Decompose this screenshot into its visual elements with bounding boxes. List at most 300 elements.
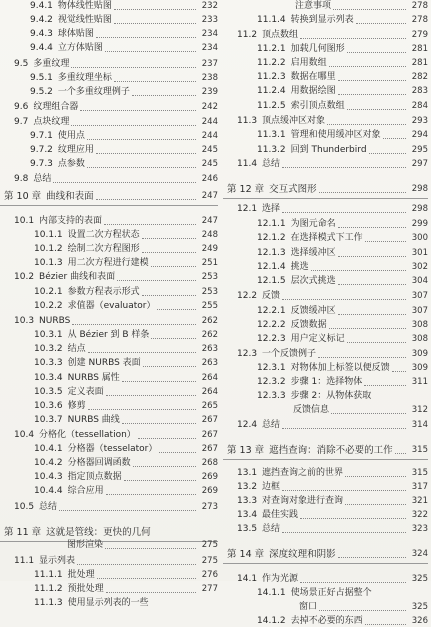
- page-number: 321: [411, 496, 428, 506]
- entry-title: 用二次方程进行建模: [67, 258, 149, 268]
- page-number: 234: [201, 43, 218, 53]
- page-number: 311: [411, 377, 428, 387]
- page-number: 239: [201, 87, 218, 97]
- page-number: 309: [411, 349, 428, 359]
- dot-leader: [88, 344, 196, 353]
- entry-title: 遮挡查询：消除不必要的工作: [269, 445, 393, 456]
- dot-leader: [106, 387, 196, 396]
- dot-leader: [282, 291, 406, 300]
- entry-title: 反馈: [262, 291, 281, 301]
- toc-entry: [14, 314, 218, 327]
- entry-title: 这就是管线：更快的几何: [46, 527, 151, 538]
- section-number: 10.3.4: [34, 373, 63, 383]
- entry-title: 数据在哪里: [290, 72, 336, 82]
- entry-title: 用户定义标记: [290, 334, 345, 344]
- toc-entry: [14, 214, 218, 227]
- entry-title: 求值器（evaluator）: [67, 301, 156, 311]
- toc-entry: [34, 442, 218, 455]
- section-number: 11.2.4: [257, 86, 286, 96]
- dot-leader: [97, 570, 196, 579]
- entry-title: 顶点缓冲区对象: [262, 116, 326, 126]
- entry-title: 曲线和表面: [46, 191, 94, 202]
- toc-entry: [67, 538, 218, 551]
- dot-leader: [117, 272, 196, 281]
- dot-leader: [124, 472, 196, 481]
- entry-title: 视觉线性贴图: [57, 15, 112, 25]
- chapter-number: 第 14 章: [227, 549, 265, 560]
- entry-title: 交互式图形: [269, 184, 317, 195]
- dot-leader: [369, 145, 406, 154]
- toc-entry: [237, 572, 428, 585]
- dot-leader: [282, 420, 406, 429]
- page-number: 248: [201, 230, 218, 240]
- chapter-underline: [223, 459, 428, 460]
- toc-entry: [14, 115, 218, 128]
- toc-entry: [14, 500, 218, 513]
- entry-title: 加载几何图形: [290, 44, 345, 54]
- page-number: 317: [411, 482, 428, 492]
- section-number: 11.2.2: [257, 58, 286, 68]
- section-number: 13.2: [237, 482, 258, 492]
- entry-title: 分格化（tessellation）: [39, 430, 136, 440]
- toc-entry: [257, 361, 428, 374]
- entry-title: 图形渲染: [67, 540, 104, 550]
- page-number: 242: [201, 102, 218, 112]
- section-number: 11.3: [237, 116, 258, 126]
- page-number: 255: [201, 301, 218, 311]
- dot-leader: [319, 184, 406, 193]
- dot-leader: [80, 102, 196, 111]
- page-number: 262: [201, 316, 218, 326]
- dot-leader: [365, 616, 406, 625]
- section-number: 11.2.1: [257, 44, 286, 54]
- dot-leader: [142, 287, 196, 296]
- dot-leader: [347, 334, 406, 343]
- dot-leader: [356, 15, 406, 24]
- toc-entry: [34, 456, 218, 469]
- dot-leader: [318, 349, 406, 358]
- toc-entry: [237, 28, 428, 41]
- dot-leader: [347, 44, 406, 53]
- toc-entry: [257, 318, 428, 331]
- toc-entry: [30, 41, 218, 54]
- chapter-underline: [223, 198, 428, 199]
- entry-title: 创建 NURBS 表面: [67, 358, 141, 368]
- entry-title: 分格器回调函数: [67, 458, 131, 468]
- section-number: 12.1.1: [257, 219, 286, 229]
- section-number: 9.4.3: [30, 29, 53, 39]
- entry-title: 反馈数据: [290, 320, 327, 330]
- section-number: 9.4.1: [30, 1, 53, 11]
- dot-leader: [143, 358, 196, 367]
- toc-entry: [295, 0, 428, 12]
- section-number: 10.4.4: [34, 486, 63, 496]
- toc-entry: [237, 466, 428, 479]
- page-number: 309: [411, 363, 428, 373]
- dot-leader: [338, 306, 406, 315]
- section-number: 10.4.2: [34, 458, 63, 468]
- entry-title: 一个多重纹理例子: [57, 87, 130, 97]
- entry-title: 边框: [262, 482, 281, 492]
- entry-title: 去掉不必要的东西: [290, 616, 363, 626]
- section-number: 12.3.2: [257, 377, 286, 387]
- toc-entry: [237, 114, 428, 127]
- toc-entry: [34, 285, 218, 298]
- dot-leader: [338, 276, 406, 285]
- entry-title: 对查询对象进行查询: [262, 496, 344, 506]
- section-number: 11.1: [14, 556, 35, 566]
- entry-title: 步骤 2：从物体获取: [290, 391, 372, 401]
- toc-entry: [237, 508, 428, 521]
- toc-entry: [34, 399, 218, 412]
- toc-entry: [34, 371, 218, 384]
- section-number: 12.2.3: [257, 334, 286, 344]
- toc-entry: [257, 143, 428, 156]
- page-number: 264: [201, 373, 218, 383]
- toc-entry: [30, 0, 218, 12]
- dot-leader: [345, 496, 406, 505]
- page-number: 234: [201, 29, 218, 39]
- section-number: 13.4: [237, 510, 258, 520]
- page-number: 307: [411, 291, 428, 301]
- section-number: 10.2.1: [34, 287, 63, 297]
- dot-leader: [151, 258, 196, 267]
- toc-entry: [34, 342, 218, 355]
- toc-entry: [34, 356, 218, 369]
- section-number: 10.3.6: [34, 401, 63, 411]
- toc-entry: [257, 274, 428, 287]
- toc-chapter-entry: [227, 182, 428, 195]
- toc-entry: [257, 231, 428, 244]
- dot-leader: [87, 159, 196, 168]
- page-number: 295: [411, 145, 428, 155]
- page-number: 245: [201, 159, 218, 169]
- section-number: 11.1.3: [34, 598, 63, 608]
- page-number: 281: [411, 58, 428, 68]
- page-number: 323: [411, 524, 428, 534]
- entry-title: 预批处理: [67, 584, 104, 594]
- entry-title: 总结: [262, 524, 281, 534]
- dot-leader: [72, 316, 196, 325]
- page-number: 267: [201, 415, 218, 425]
- section-number: 11.1.2: [34, 584, 63, 594]
- toc-entry: [257, 56, 428, 69]
- toc-entry: [14, 172, 218, 185]
- page-number: 244: [201, 117, 218, 127]
- toc-entry: [257, 586, 428, 599]
- entry-title: 定义表面: [67, 387, 104, 397]
- dot-leader: [300, 30, 406, 39]
- page-number: 249: [201, 244, 218, 254]
- entry-title: 一个反馈例子: [262, 349, 317, 359]
- entry-title: 内部支持的表面: [39, 216, 103, 226]
- page-number: 293: [411, 116, 428, 126]
- toc-entry: [14, 428, 218, 441]
- toc-entry: [14, 270, 218, 283]
- dot-leader: [71, 117, 196, 126]
- entry-title: 反馈信息: [293, 405, 330, 415]
- toc-entry: [34, 328, 218, 341]
- dot-leader: [282, 482, 406, 491]
- page-number: 265: [201, 401, 218, 411]
- section-number: 9.5: [14, 59, 29, 69]
- page-number: 279: [411, 30, 428, 40]
- section-number: 10.1.2: [34, 244, 63, 254]
- dot-leader: [122, 373, 196, 382]
- page-number: 269: [201, 472, 218, 482]
- chapter-number: 第 10 章: [4, 191, 42, 202]
- page-number: 267: [201, 430, 218, 440]
- section-number: 9.4.4: [30, 43, 53, 53]
- toc-entry: [30, 157, 218, 170]
- entry-title: 为图元命名: [290, 219, 336, 229]
- toc-entry: [257, 13, 428, 26]
- entry-title: NURBS: [39, 316, 71, 326]
- toc-entry: [237, 157, 428, 170]
- toc-entry: [237, 480, 428, 493]
- dot-leader: [96, 191, 196, 200]
- entry-title: 显示列表: [39, 556, 76, 566]
- section-number: 10.1.1: [34, 230, 63, 240]
- entry-title: 深度纹理和阴影: [269, 549, 336, 560]
- entry-title: 反馈缓冲区: [290, 306, 336, 316]
- dot-leader: [365, 233, 406, 242]
- dot-leader: [347, 101, 406, 110]
- page-number: 263: [201, 344, 218, 354]
- toc-entry: [34, 484, 218, 497]
- section-number: 10.1: [14, 216, 35, 226]
- chapter-underline: [223, 563, 428, 564]
- section-number: 12.3.3: [257, 391, 286, 401]
- chapter-underline: [0, 205, 218, 206]
- entry-title: 遮挡查询之前的世界: [262, 468, 344, 478]
- page-number: 294: [411, 130, 428, 140]
- toc-entry: [30, 13, 218, 26]
- page-number: 304: [411, 276, 428, 286]
- section-number: 12.1: [237, 204, 258, 214]
- toc-entry: [30, 71, 218, 84]
- entry-title: 层次式挑选: [290, 276, 336, 286]
- page-number: 322: [411, 510, 428, 520]
- section-number: 9.7: [14, 117, 29, 127]
- entry-title: 总结: [262, 420, 281, 430]
- entry-title: 设置二次方程状态: [67, 230, 140, 240]
- section-number: 10.3.3: [34, 358, 63, 368]
- dot-leader: [282, 524, 406, 533]
- toc-entry: [257, 375, 428, 388]
- dot-leader: [114, 15, 196, 24]
- chapter-number: 第 13 章: [227, 445, 265, 456]
- dot-leader: [77, 556, 196, 565]
- toc-entry: [30, 27, 218, 40]
- entry-title: 启用数组: [290, 58, 327, 68]
- toc-entry: [237, 522, 428, 535]
- dot-leader: [338, 549, 406, 558]
- toc-entry: [34, 582, 218, 595]
- toc-chapter-entry: [4, 189, 218, 202]
- page-number: 263: [201, 358, 218, 368]
- section-number: 12.1.5: [257, 276, 286, 286]
- section-number: 12.3: [237, 349, 258, 359]
- entry-title: 点参数: [57, 159, 85, 169]
- dot-leader: [106, 486, 196, 495]
- page-number: 283: [411, 86, 428, 96]
- toc-entry: [257, 389, 428, 402]
- page-number: 275: [201, 556, 218, 566]
- section-number: 13.3: [237, 496, 258, 506]
- toc-entry: [257, 260, 428, 273]
- page-number: 278: [411, 15, 428, 25]
- chapter-number: 第 11 章: [4, 527, 42, 538]
- dot-leader: [151, 330, 196, 339]
- dot-leader: [59, 502, 196, 511]
- toc-entry: [14, 100, 218, 113]
- section-number: 12.1.2: [257, 233, 286, 243]
- dot-leader: [282, 159, 406, 168]
- entry-title: 绘制二次方程图形: [67, 244, 140, 254]
- page-number: 302: [411, 262, 428, 272]
- section-number: 10.3: [14, 316, 35, 326]
- entry-title: 在选择模式下工作: [290, 233, 363, 243]
- entry-title: 步骤 1：选择物体: [290, 377, 363, 387]
- dot-leader: [383, 130, 406, 139]
- dot-leader: [96, 145, 196, 154]
- toc-chapter-entry: [227, 547, 428, 560]
- dot-leader: [329, 58, 406, 67]
- section-number: 10.2.2: [34, 301, 63, 311]
- entry-title: 多重纹理: [33, 59, 70, 69]
- section-number: 14.1: [237, 574, 258, 584]
- page-number: 308: [411, 334, 428, 344]
- toc-entry: [257, 70, 428, 83]
- section-number: 11.4: [237, 159, 258, 169]
- entry-title: 窗口: [299, 602, 318, 612]
- entry-title: 综合应用: [67, 486, 104, 496]
- page-number: 284: [411, 101, 428, 111]
- entry-title: 分格器（tesselator）: [67, 444, 158, 454]
- entry-title: Bézier 曲线和表面: [39, 272, 116, 282]
- section-number: 9.7.3: [30, 159, 53, 169]
- entry-title: 物体线性贴图: [57, 1, 112, 11]
- page-number: 253: [201, 287, 218, 297]
- section-number: 9.7.1: [30, 131, 53, 141]
- dot-leader: [71, 59, 196, 68]
- toc-entry: [34, 470, 218, 483]
- section-number: 11.2.5: [257, 101, 286, 111]
- toc-chapter-entry: [227, 443, 428, 456]
- entry-title: 纹理组合器: [33, 102, 79, 112]
- toc-entry: [34, 256, 218, 269]
- section-number: 9.8: [14, 174, 29, 184]
- entry-title: 球体贴图: [57, 29, 94, 39]
- dot-leader: [392, 363, 406, 372]
- page-number: 278: [411, 1, 428, 11]
- toc-entry: [299, 600, 428, 613]
- page-number: 232: [201, 1, 218, 11]
- section-number: 13.5: [237, 524, 258, 534]
- entry-title: 最佳实践: [262, 510, 299, 520]
- entry-title: 结点: [67, 344, 86, 354]
- toc-entry: [34, 596, 218, 609]
- section-number: 11.2.3: [257, 72, 286, 82]
- section-number: 9.4.2: [30, 15, 53, 25]
- entry-title: 总结: [262, 159, 281, 169]
- toc-entry: [237, 289, 428, 302]
- dot-leader: [345, 468, 406, 477]
- page-number: 298: [411, 204, 428, 214]
- page-number: 251: [201, 258, 218, 268]
- toc-entry: [257, 84, 428, 97]
- dot-leader: [300, 510, 406, 519]
- section-number: 9.5.1: [30, 73, 53, 83]
- toc-entry: [14, 554, 218, 567]
- dot-leader: [132, 87, 196, 96]
- section-number: 10.3.5: [34, 387, 63, 397]
- dot-leader: [142, 230, 196, 239]
- dot-leader: [157, 301, 196, 310]
- section-number: 10.3.2: [34, 344, 63, 354]
- section-number: 10.4.1: [34, 444, 63, 454]
- toc-entry: [34, 385, 218, 398]
- page-number: 300: [411, 233, 428, 243]
- page-number: 298: [411, 184, 428, 194]
- toc-entry: [237, 202, 428, 215]
- section-number: 14.1.2: [257, 616, 286, 626]
- entry-title: 使场景正好占据整个: [290, 588, 372, 598]
- entry-title: 索引顶点数组: [290, 101, 345, 111]
- toc-entry: [30, 85, 218, 98]
- page-number: 237: [201, 59, 218, 69]
- section-number: 11.3.1: [257, 130, 286, 140]
- entry-title: 使用显示列表的一些: [67, 598, 149, 608]
- page-number: 267: [201, 444, 218, 454]
- dot-leader: [96, 29, 196, 38]
- section-number: 11.1.1: [34, 570, 63, 580]
- entry-title: 立方体贴图: [57, 43, 103, 53]
- dot-leader: [105, 540, 196, 549]
- entry-title: 转换到显示列表: [290, 15, 354, 25]
- toc-entry: [293, 403, 428, 416]
- entry-title: 选择缓冲区: [290, 248, 336, 258]
- page-number: 246: [201, 174, 218, 184]
- page-number: 282: [411, 72, 428, 82]
- page-number: 253: [201, 272, 218, 282]
- entry-title: 对物体加上标签以便反馈: [290, 363, 390, 373]
- section-number: 14.1.1: [257, 588, 286, 598]
- toc-entry: [14, 57, 218, 70]
- dot-leader: [327, 116, 406, 125]
- section-number: 9.5.2: [30, 87, 53, 97]
- section-number: 10.1.3: [34, 258, 63, 268]
- page-number: 281: [411, 44, 428, 54]
- section-number: 12.1.3: [257, 248, 286, 258]
- page-number: 268: [201, 458, 218, 468]
- toc-entry: [257, 99, 428, 112]
- entry-title: 注意事项: [295, 1, 332, 11]
- dot-leader: [105, 43, 196, 52]
- dot-leader: [311, 262, 406, 271]
- entry-title: 批处理: [67, 570, 95, 580]
- entry-title: 总结: [39, 502, 58, 512]
- toc-entry: [34, 568, 218, 581]
- page-number: 326: [411, 616, 428, 626]
- entry-title: 从 Bézier 到 B 样条: [67, 330, 150, 340]
- toc-entry: [30, 143, 218, 156]
- dot-leader: [331, 405, 406, 414]
- section-number: 10.4.3: [34, 472, 63, 482]
- section-number: 9.7.2: [30, 145, 53, 155]
- entry-title: 用数据绘图: [290, 86, 336, 96]
